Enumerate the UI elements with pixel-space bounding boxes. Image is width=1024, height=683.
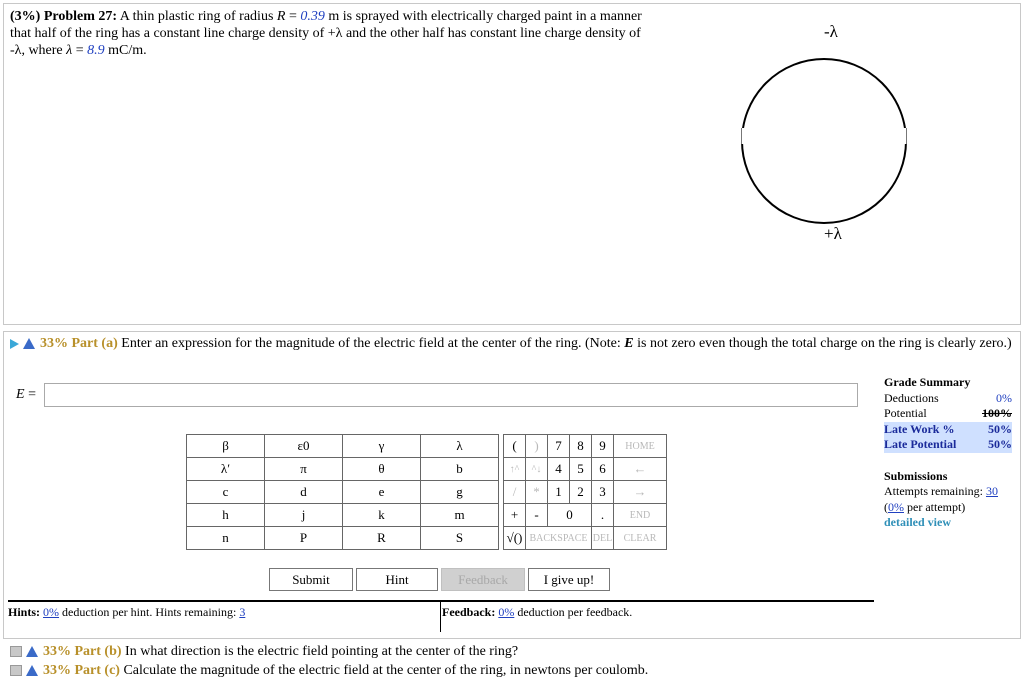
key-3[interactable]: 3 bbox=[592, 481, 614, 504]
key-superscript[interactable]: ↑^ bbox=[504, 458, 526, 481]
key-dot[interactable]: . bbox=[592, 504, 614, 527]
grade-summary: Grade Summary Deductions 0% Potential 100% Late Work % 50% Late Potential 50% Submissions Attempts remaining: 30 (0% per attempt) detailed view bbox=[884, 375, 1012, 529]
key-pi[interactable]: π bbox=[265, 458, 343, 481]
problem-percent: (3%) bbox=[10, 9, 41, 24]
grade-summary-title: Grade Summary bbox=[884, 375, 971, 389]
key-gamma[interactable]: γ bbox=[343, 435, 421, 458]
key-b[interactable]: b bbox=[421, 458, 499, 481]
equals: = bbox=[285, 9, 301, 24]
problem-number: Problem 27: bbox=[43, 9, 118, 24]
part-c-label: 33% Part (c) bbox=[43, 663, 120, 678]
key-subscript[interactable]: ^↓ bbox=[526, 458, 548, 481]
detailed-view-link[interactable]: detailed view bbox=[884, 515, 951, 529]
attempts-value[interactable]: 30 bbox=[985, 484, 998, 498]
attempts-label: Attempts remaining: bbox=[884, 484, 983, 498]
key-R[interactable]: R bbox=[343, 527, 421, 550]
key-d[interactable]: d bbox=[265, 481, 343, 504]
key-lambda-prime[interactable]: λ′ bbox=[187, 458, 265, 481]
answer-symbol: E bbox=[16, 387, 25, 402]
late-potential-value: 50% bbox=[988, 437, 1012, 451]
key-P[interactable]: P bbox=[265, 527, 343, 550]
key-del[interactable]: DEL bbox=[592, 527, 614, 550]
problem-text-1: A thin plastic ring of radius bbox=[119, 9, 274, 24]
hints-label: Hints: bbox=[8, 605, 41, 619]
feedback-label: Feedback: bbox=[442, 605, 496, 619]
warning-icon bbox=[26, 665, 38, 676]
hint-feedback-bar bbox=[8, 600, 874, 632]
ring-divider-right bbox=[903, 128, 911, 144]
lambda-unit: mC/m. bbox=[104, 43, 147, 58]
problem-statement: (3%) Problem 27: A thin plastic ring of radius R = 0.39 m is sprayed with electrically charged paint in a manner that half of the ring has a constant line charge density of +λ and the other half has constant line charge density of -λ, where λ = 8.9 mC/m. bbox=[10, 9, 642, 58]
key-g[interactable]: g bbox=[421, 481, 499, 504]
hint-button[interactable]: Hint bbox=[356, 568, 438, 591]
key-plus[interactable]: + bbox=[504, 504, 526, 527]
warning-icon bbox=[26, 646, 38, 657]
key-4[interactable]: 4 bbox=[548, 458, 570, 481]
feedback-info bbox=[442, 605, 632, 620]
key-k[interactable]: k bbox=[343, 504, 421, 527]
key-m[interactable]: m bbox=[421, 504, 499, 527]
collapsed-icon bbox=[10, 646, 22, 657]
deductions-value: 0% bbox=[996, 390, 1012, 405]
key-open-paren[interactable]: ( bbox=[504, 435, 526, 458]
collapsed-icon bbox=[10, 665, 22, 676]
answer-label bbox=[16, 387, 36, 403]
give-up-button[interactable]: I give up! bbox=[528, 568, 610, 591]
late-work-value: 50% bbox=[988, 421, 1012, 436]
part-b-header[interactable] bbox=[10, 643, 518, 661]
key-sqrt[interactable]: √() bbox=[504, 527, 526, 550]
hints-deduction[interactable]: 0% bbox=[43, 605, 60, 619]
per-attempt-label: per attempt) bbox=[904, 499, 966, 514]
feedback-text: deduction per feedback. bbox=[514, 605, 633, 619]
potential-value: 100% bbox=[982, 406, 1012, 420]
radius-value: 0.39 bbox=[300, 9, 325, 24]
hint-feedback-separator bbox=[440, 602, 441, 632]
per-attempt-value[interactable]: 0% bbox=[888, 499, 904, 514]
key-epsilon0[interactable]: ε0 bbox=[265, 435, 343, 458]
part-c-header[interactable] bbox=[10, 662, 648, 680]
key-j[interactable]: j bbox=[265, 504, 343, 527]
part-c-text: Calculate the magnitude of the electric field at the center of the ring, in newtons per coulomb. bbox=[119, 663, 649, 678]
feedback-deduction[interactable]: 0% bbox=[498, 605, 515, 619]
key-multiply[interactable]: * bbox=[526, 481, 548, 504]
part-a-text-1: Enter an expression for the magnitude of the electric field at the center of the ring. (Note: bbox=[117, 336, 625, 351]
key-beta[interactable]: β bbox=[187, 435, 265, 458]
key-h[interactable]: h bbox=[187, 504, 265, 527]
key-home[interactable]: HOME bbox=[614, 435, 667, 458]
numeric-keypad bbox=[503, 434, 667, 550]
hints-info bbox=[8, 605, 245, 620]
figure-label-negative: -λ bbox=[824, 22, 838, 41]
late-potential-label: Late Potential bbox=[884, 437, 957, 451]
part-a-header bbox=[10, 335, 1015, 353]
key-5[interactable]: 5 bbox=[570, 458, 592, 481]
play-icon[interactable] bbox=[10, 339, 19, 349]
warning-icon bbox=[23, 338, 35, 349]
hints-remaining[interactable]: 3 bbox=[239, 605, 246, 619]
deductions-label: Deductions bbox=[884, 390, 939, 405]
key-close-paren[interactable]: ) bbox=[526, 435, 548, 458]
submissions-title: Submissions bbox=[884, 468, 948, 483]
key-left-arrow[interactable]: ← bbox=[614, 458, 667, 481]
radius-symbol: R bbox=[276, 9, 286, 24]
submit-button[interactable]: Submit bbox=[269, 568, 353, 591]
ring-divider-left bbox=[738, 128, 746, 144]
key-1[interactable]: 1 bbox=[548, 481, 570, 504]
part-a-text-2: is not zero even though the total charge on the ring is clearly zero.) bbox=[633, 336, 1012, 351]
figure-label-positive: +λ bbox=[824, 224, 842, 243]
late-work-label: Late Work % bbox=[884, 421, 955, 436]
key-2[interactable]: 2 bbox=[570, 481, 592, 504]
key-end[interactable]: END bbox=[614, 504, 667, 527]
key-6[interactable]: 6 bbox=[592, 458, 614, 481]
problem-text-2: m is sprayed with electrically charged paint in a manner that half of the ring has a constant line charge density of +λ and the other half has constant line charge density of -λ, where bbox=[10, 9, 642, 58]
charged-ring-figure bbox=[741, 58, 907, 224]
key-n[interactable]: n bbox=[187, 527, 265, 550]
key-0[interactable]: 0 bbox=[548, 504, 592, 527]
key-theta[interactable]: θ bbox=[343, 458, 421, 481]
key-clear[interactable]: CLEAR bbox=[614, 527, 667, 550]
key-right-arrow[interactable]: → bbox=[614, 481, 667, 504]
key-lambda[interactable]: λ bbox=[421, 435, 499, 458]
key-7[interactable]: 7 bbox=[548, 435, 570, 458]
part-a-label: 33% Part (a) bbox=[40, 336, 118, 351]
key-divide[interactable]: / bbox=[504, 481, 526, 504]
part-b-label: 33% Part (b) bbox=[43, 644, 122, 659]
key-8[interactable]: 8 bbox=[570, 435, 592, 458]
answer-equals: = bbox=[24, 387, 36, 402]
lambda-value: 8.9 bbox=[87, 43, 105, 58]
key-9[interactable]: 9 bbox=[592, 435, 614, 458]
symbol-keypad bbox=[186, 434, 499, 550]
potential-label: Potential bbox=[884, 406, 927, 420]
key-e[interactable]: e bbox=[343, 481, 421, 504]
feedback-button[interactable]: Feedback bbox=[441, 568, 525, 591]
hints-text: deduction per hint. Hints remaining: bbox=[59, 605, 237, 619]
part-b-text: In what direction is the electric field pointing at the center of the ring? bbox=[121, 644, 519, 659]
key-minus[interactable]: - bbox=[526, 504, 548, 527]
lambda-symbol: λ bbox=[66, 43, 73, 58]
key-c[interactable]: c bbox=[187, 481, 265, 504]
key-backspace[interactable]: BACKSPACE bbox=[526, 527, 592, 550]
answer-input[interactable] bbox=[44, 383, 858, 407]
key-S[interactable]: S bbox=[421, 527, 499, 550]
field-symbol: E bbox=[624, 336, 634, 351]
